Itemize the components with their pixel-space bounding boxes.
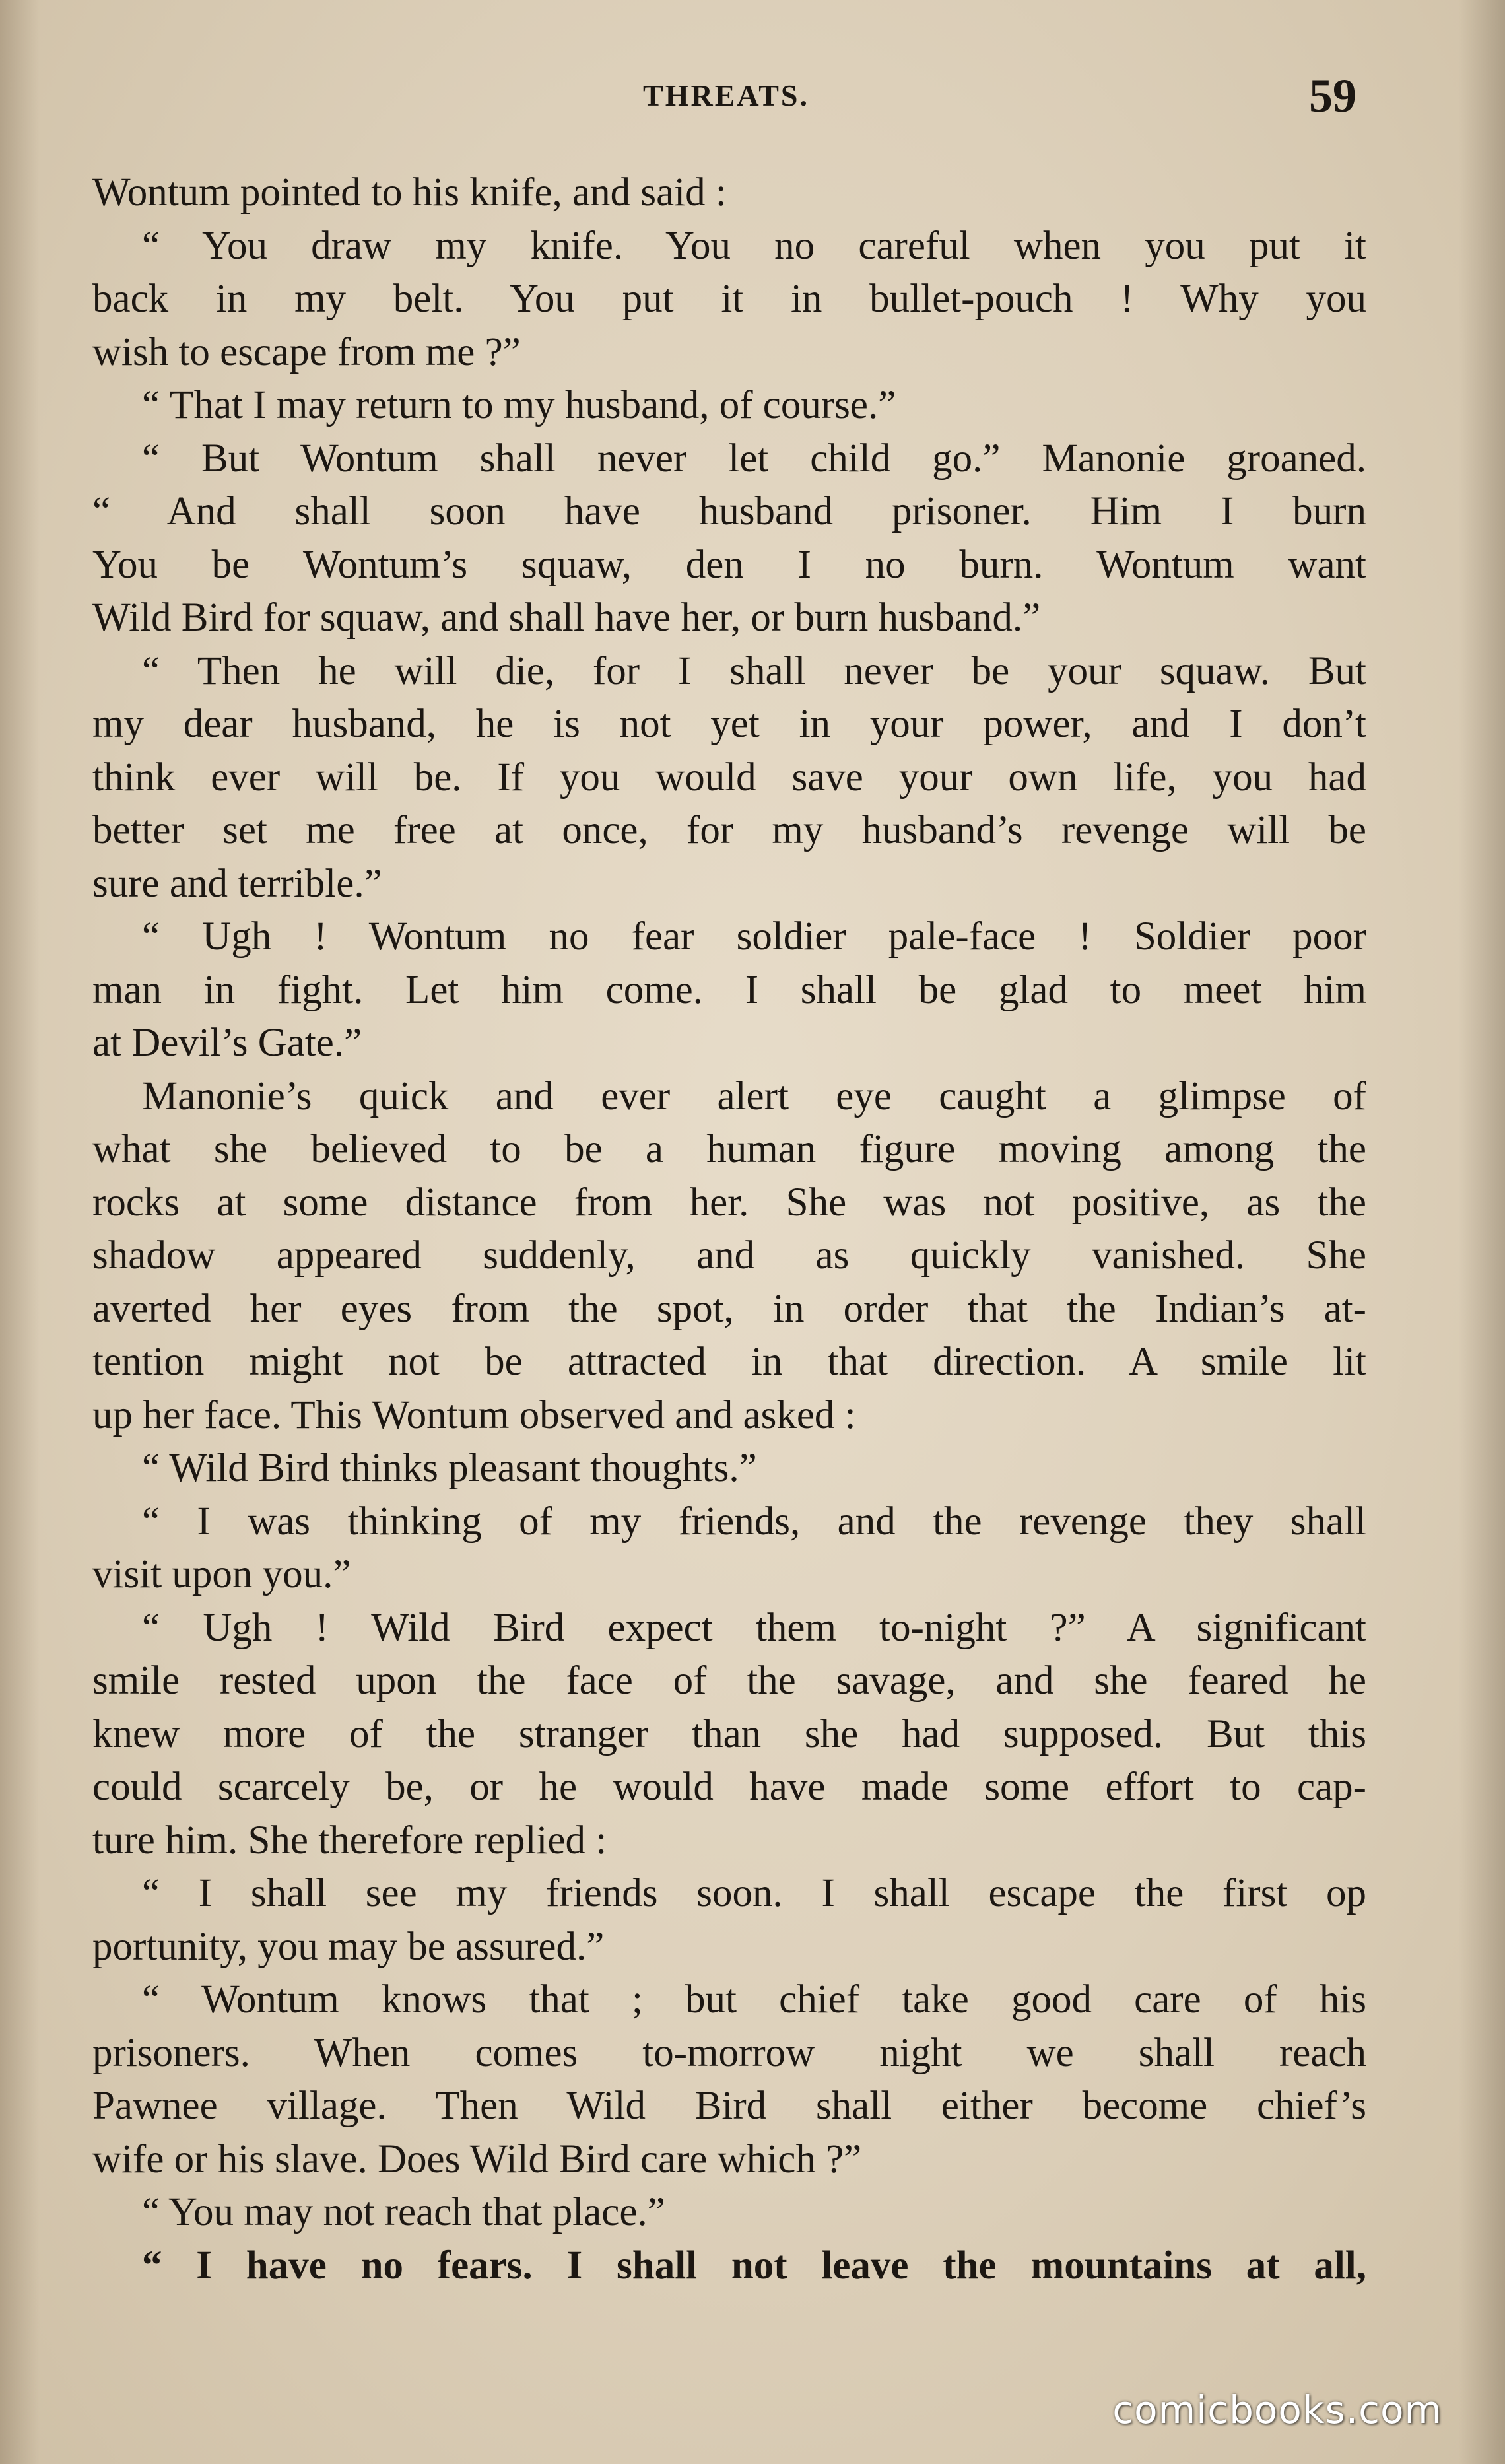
- text-line: wish to escape from me ?”: [92, 329, 521, 374]
- text-line: shadow appeared suddenly, and as quickly vanished. She: [92, 1233, 1366, 1278]
- text-line: sure and terrible.”: [92, 861, 382, 906]
- running-head: [0, 69, 1505, 122]
- text-line: wife or his slave. Does Wild Bird care which ?”: [92, 2137, 862, 2181]
- text-line: ture him. She therefore replied :: [92, 1818, 607, 1863]
- text-line: Pawnee village. Then Wild Bird shall either become chief’s: [92, 2084, 1366, 2128]
- text-line: You be Wontum’s squaw, den I no burn. Wontum want: [92, 542, 1366, 587]
- text-line: back in my belt. You put it in bullet-pouch ! Why you: [92, 277, 1366, 321]
- text-line: what she believed to be a human figure moving among the: [92, 1127, 1366, 1171]
- text-line: “ That I may return to my husband, of course.”: [142, 383, 896, 427]
- page-shadow-right: [1459, 0, 1505, 2464]
- text-line: “ Wontum knows that ; but chief take good care of his: [142, 1977, 1366, 2022]
- text-line: knew more of the stranger than she had supposed. But this: [92, 1711, 1366, 1756]
- watermark: comicbooks.com: [1112, 2387, 1442, 2432]
- text-line: “ Then he will die, for I shall never be your squaw. But: [142, 648, 1366, 693]
- text-line: Wontum pointed to his knife, and said :: [92, 170, 727, 215]
- page-number: 59: [1309, 69, 1356, 122]
- text-line: “ And shall soon have husband prisoner. Him I burn: [92, 489, 1366, 533]
- text-line: “ But Wontum shall never let child go.” Manonie groaned.: [142, 436, 1366, 481]
- text-line: could scarcely be, or he would have made some effort to cap-: [92, 1765, 1366, 1809]
- text-line: up her face. This Wontum observed and asked :: [92, 1392, 856, 1437]
- text-line: rocks at some distance from her. She was not positive, as the: [92, 1180, 1366, 1225]
- text-line: visit upon you.”: [92, 1552, 351, 1596]
- text-line: “ I shall see my friends soon. I shall escape the first op: [142, 1871, 1366, 1915]
- text-line: portunity, you may be assured.”: [92, 1924, 605, 1969]
- body-text: [92, 166, 1366, 2292]
- text-line: averted her eyes from the spot, in order that the Indian’s at-: [92, 1286, 1366, 1331]
- text-line: Manonie’s quick and ever alert eye caught a glimpse of: [142, 1074, 1366, 1118]
- text-line: “ Ugh ! Wild Bird expect them to-night ?” A significant: [142, 1605, 1366, 1650]
- text-line: prisoners. When comes to-morrow night we shall reach: [92, 2030, 1366, 2075]
- text-line: better set me free at once, for my husband’s revenge will be: [92, 808, 1366, 852]
- text-line: man in fight. Let him come. I shall be glad to meet him: [92, 967, 1366, 1012]
- page-shadow-left: [0, 0, 40, 2464]
- text-line: “ You draw my knife. You no careful when you put it: [142, 223, 1366, 268]
- text-line: think ever will be. If you would save your own life, you had: [92, 755, 1366, 800]
- text-line: “ I was thinking of my friends, and the revenge they shall: [142, 1499, 1366, 1544]
- running-title: THREATS.: [643, 79, 809, 112]
- text-line: “ I have no fears. I shall not leave the mountains at all,: [142, 2243, 1366, 2288]
- text-line: tention might not be attracted in that direction. A smile lit: [92, 1340, 1366, 1384]
- text-line: smile rested upon the face of the savage, and she feared he: [92, 1659, 1366, 1703]
- text-line: “ You may not reach that place.”: [142, 2190, 665, 2234]
- text-line: “ Wild Bird thinks pleasant thoughts.”: [142, 1446, 757, 1490]
- text-line: my dear husband, he is not yet in your power, and I don’t: [92, 702, 1366, 746]
- text-line: “ Ugh ! Wontum no fear soldier pale-face ! Soldier poor: [142, 914, 1366, 959]
- text-line: Wild Bird for squaw, and shall have her, or burn husband.”: [92, 596, 1041, 640]
- text-line: at Devil’s Gate.”: [92, 1021, 362, 1065]
